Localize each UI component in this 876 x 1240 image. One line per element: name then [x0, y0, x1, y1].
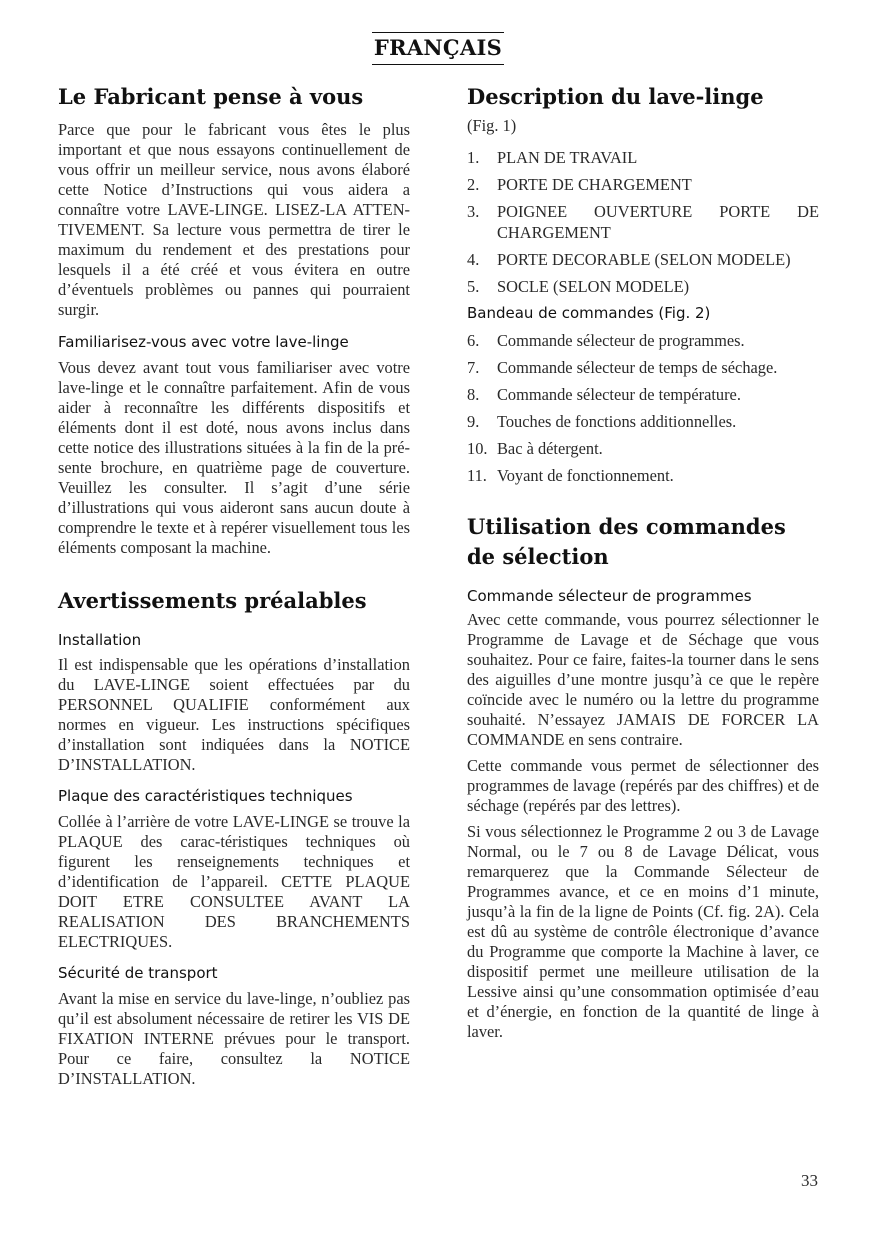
language-label: FRANÇAIS: [372, 32, 504, 65]
paragraph-commande-1: Avec cette commande, vous pourrez sélectionner le Programme de Lavage et de Séchage que vous souhaitez. Pour ce faire, faites-la tourner dans le sens des aiguilles d’une montre jusqu’à ce que le repère coïncide avec le numéro ou la lettre du programme souhaité. N’essayez JAMAIS DE FORCER LA COMMANDE en sens contraire.: [467, 610, 819, 749]
list-item: [467, 438, 819, 459]
list-item-number: 5.: [467, 277, 480, 296]
heading-installation: Installation: [58, 631, 142, 649]
list-item-text: Bac à détergent.: [497, 439, 603, 458]
parts-list: [467, 147, 819, 297]
paragraph-securite: Avant la mise en service du lave-linge, n’oubliez pas qu’il est absolument nécessaire de retirer les VIS DE FIXATION INTERNE prévues pour le transport. Pour ce faire, consultez la NOTICE D’INSTALLATION.: [58, 989, 410, 1088]
list-item-text: SOCLE (SELON MODELE): [497, 277, 690, 296]
list-item-text: Commande sélecteur de température.: [497, 385, 741, 404]
paragraph-familiarisez: Vous devez avant tout vous familiariser avec votre lave-linge et le connaître parfaitement. Afin de vous aider à reconnaître les différents dispositifs et éléments dont il est doté, nous avons inclus dans cette notice des illustrations situées à la fin de la présente brochure, en quatrième page de couverture. Veuillez les consulter. Il s’agit d’une série d’illustrations qui vous aideront sans aucun doute à comprendre le texte et à repérer visuellement tous les éléments composant la machine.: [58, 358, 410, 557]
list-item: [467, 330, 819, 351]
paragraph-fabricant: Parce que pour le fabricant vous êtes le plus important et que nous essayons continuellement de vous offrir un meilleur service, nous avons élaboré cette Notice d’Instructions qui vous aidera a connaître votre LAVE-LINGE. LISEZ-LA ATTENTIVEMENT. Sa lecture vous permettra de tirer le maximum du rendement et des prestations pour lesquels il a été créé et vous évitera en outre d’éventuels problèmes ou pannes qui pourraient surgir.: [58, 120, 410, 319]
heading-familiarisez: Familiarisez-vous avec votre lave-linge: [58, 333, 349, 351]
heading-securite: Sécurité de transport: [58, 964, 218, 982]
list-item-number: 9.: [467, 412, 480, 431]
list-item-text: Voyant de fonctionnement.: [497, 466, 674, 485]
list-item-text: Commande sélecteur de programmes.: [497, 331, 745, 350]
list-item-text: PLAN DE TRAVAIL: [497, 148, 638, 167]
language-header: [0, 32, 876, 65]
list-item: [467, 384, 819, 405]
list-item: [467, 465, 819, 486]
list-item: [467, 249, 819, 270]
heading-utilisation: Utilisation des commandes de sélection: [467, 514, 786, 569]
heading-plaque: Plaque des caractéristiques techniques: [58, 787, 353, 805]
list-item: [467, 276, 819, 297]
paragraph-installation: Il est indispensable que les opérations d’installation du LAVE-LINGE soient effectuées par du PERSONNEL QUALIFIE conformément aux normes en vigueur. Les instructions spécifiques d’installation sont indiquées dans la NOTICE D’INSTALLATION.: [58, 655, 410, 774]
list-item-number: 1.: [467, 148, 480, 167]
paragraph-commande-2: Cette commande vous permet de sélectionner des programmes de lavage (repérés par des chiffres) et de séchage (repérés par des lettres).: [467, 756, 819, 815]
list-item: [467, 411, 819, 432]
list-item-number: 6.: [467, 331, 480, 350]
page-number: 33: [801, 1171, 818, 1190]
list-item-number: 10.: [467, 439, 488, 458]
list-item-text: PORTE DE CHARGEMENT: [497, 175, 692, 194]
list-item-number: 7.: [467, 358, 480, 377]
list-item-number: 2.: [467, 175, 480, 194]
list-item-number: 11.: [467, 466, 487, 485]
list-item-number: 4.: [467, 250, 480, 269]
heading-avertissements: Avertissements préalables: [58, 588, 367, 613]
list-item: [467, 174, 819, 195]
paragraph-plaque: Collée à l’arrière de votre LAVE-LINGE se trouve la PLAQUE des carac-téristiques techniques où figurent les renseignements techniques et d’identification de l’appareil. CETTE PLAQUE DOIT ETRE CONSULTEE AVANT LA REALISATION DES BRANCHEMENTS ELECTRIQUES.: [58, 812, 410, 951]
list-item-number: 8.: [467, 385, 480, 404]
paragraph-commande-3: Si vous sélectionnez le Programme 2 ou 3 de Lavage Normal, ou le 7 ou 8 de Lavage Délicat, vous remarquerez que la Commande Sélecteur de Programmes avance, et ce en moins d’1 minute, jusqu’à la fin de la ligne de Points (Cf. fig. 2A). Cela est dû au système de contrôle électronique d’avance du Programme que comporte la Machine à laver, ce dispositif permet une meilleure utilisation de la Lessive ainsi qu’une consommation optimisée d’eau et d’énergie, en fonction de la quantité de linge à laver.: [467, 822, 819, 1041]
list-item: [467, 357, 819, 378]
right-column: [467, 82, 819, 1042]
heading-bandeau: Bandeau de commandes (Fig. 2): [467, 304, 711, 322]
list-item-text: Touches de fonctions additionnelles.: [497, 412, 737, 431]
list-item-number: 3.: [467, 202, 480, 221]
controls-list: [467, 330, 819, 486]
left-column: [58, 82, 410, 1089]
list-item-text: PORTE DECORABLE (SELON MODELE): [497, 250, 791, 269]
figure-1-reference: (Fig. 1): [467, 116, 517, 135]
list-item: [467, 147, 819, 168]
list-item-text: Commande sélecteur de temps de séchage.: [497, 358, 778, 377]
list-item: [467, 201, 819, 243]
heading-description: Description du lave-linge: [467, 84, 764, 109]
list-item-text: POIGNEE OUVERTURE PORTE DE CHARGEMENT: [497, 202, 819, 242]
heading-commande-selecteur: Commande sélecteur de programmes: [467, 587, 752, 605]
heading-fabricant: Le Fabricant pense à vous: [58, 84, 364, 109]
